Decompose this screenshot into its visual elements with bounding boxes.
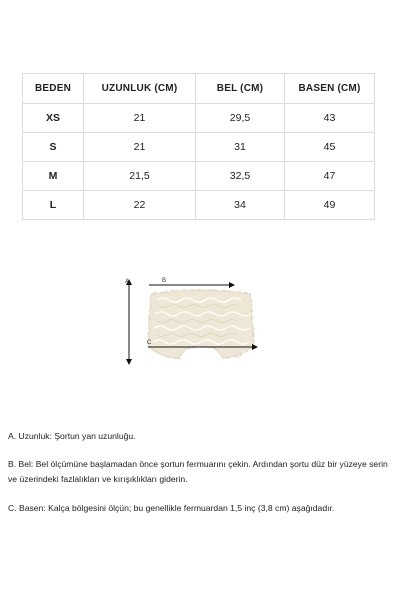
table-header-row bbox=[23, 74, 375, 104]
measurement-diagram bbox=[122, 276, 282, 376]
table-row bbox=[23, 191, 375, 220]
note-waist: B. Bel: Bel ölçümüne başlamadan önce şortun fermuarını çekin. Ardından şortu düz bir yüzeye serin ve üzerindeki fazlalıkları ve kırışıklıkları giderin. bbox=[8, 459, 388, 484]
hip-cell: 47 bbox=[285, 162, 375, 191]
hip-arrow bbox=[148, 344, 258, 350]
label-b: B bbox=[162, 278, 167, 284]
size-cell: XS bbox=[23, 104, 84, 133]
waist-cell: 34 bbox=[196, 191, 285, 220]
length-arrow bbox=[126, 279, 132, 365]
waist-cell: 32,5 bbox=[196, 162, 285, 191]
header-waist: BEL (CM) bbox=[196, 74, 285, 104]
measurement-arrows bbox=[122, 276, 282, 376]
waist-cell: 29,5 bbox=[196, 104, 285, 133]
size-cell: S bbox=[23, 133, 84, 162]
waist-cell: 31 bbox=[196, 133, 285, 162]
note-hip: C. Basen: Kalça bölgesini ölçün; bu genellikle fermuardan 1,5 inç (3,8 cm) aşağıdadır. bbox=[8, 503, 335, 513]
table-row bbox=[23, 104, 375, 133]
hip-cell: 45 bbox=[285, 133, 375, 162]
size-chart-table bbox=[22, 73, 375, 220]
label-a: A bbox=[125, 279, 130, 285]
hip-cell: 43 bbox=[285, 104, 375, 133]
length-cell: 21,5 bbox=[84, 162, 196, 191]
length-cell: 21 bbox=[84, 104, 196, 133]
hip-cell: 49 bbox=[285, 191, 375, 220]
note-length: A. Uzunluk: Şortun yan uzunluğu. bbox=[8, 431, 136, 441]
table-row bbox=[23, 162, 375, 191]
header-size: BEDEN bbox=[23, 74, 84, 104]
length-cell: 22 bbox=[84, 191, 196, 220]
table-row bbox=[23, 133, 375, 162]
header-length: UZUNLUK (CM) bbox=[84, 74, 196, 104]
header-hip: BASEN (CM) bbox=[285, 74, 375, 104]
size-cell: L bbox=[23, 191, 84, 220]
size-cell: M bbox=[23, 162, 84, 191]
length-cell: 21 bbox=[84, 133, 196, 162]
label-c: C bbox=[147, 340, 152, 346]
